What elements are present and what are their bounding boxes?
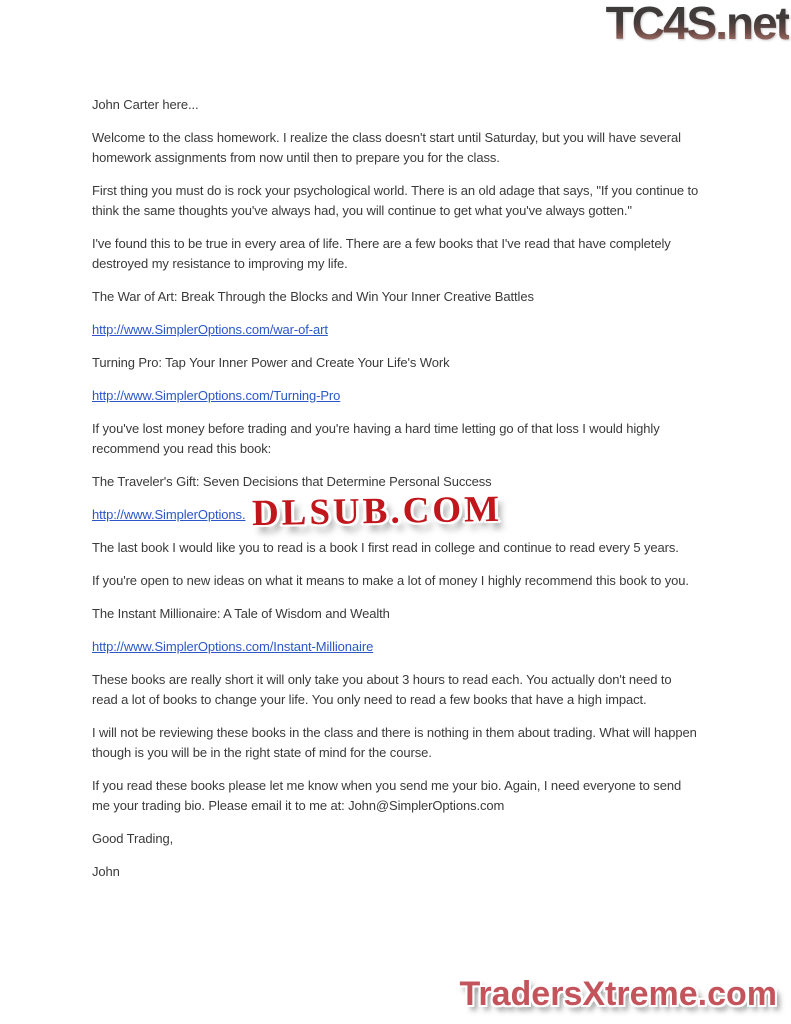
paragraph-open-to-ideas: If you're open to new ideas on what it means to make a lot of money I highly recommend this book to you. xyxy=(92,573,689,588)
book-link-turning-pro[interactable]: http://www.SimplerOptions.com/Turning-Pro xyxy=(92,388,341,403)
paragraph-lost-money: If you've lost money before trading and you're having a hard time letting go of that loss I would highly recommend you read this book: xyxy=(92,421,660,456)
paragraph-books-short: These books are really short it will only take you about 3 hours to read each. You actually don't need to read a lot of books to change your life. You only need to read a few books that have a high impact. xyxy=(92,672,672,707)
book-title-war-of-art: The War of Art: Break Through the Blocks and Win Your Inner Creative Battles xyxy=(92,289,534,304)
link-paragraph xyxy=(92,320,700,340)
paragraph-send-bio: If you read these books please let me know when you send me your bio. Again, I need everyone to send me your trading bio. Please email it to me at: John@SimplerOptions.com xyxy=(92,778,682,813)
link-paragraph xyxy=(92,488,700,535)
closing: Good Trading, xyxy=(92,831,174,846)
paragraph-welcome: Welcome to the class homework. I realize the class doesn't start until Saturday, but you will have several homework assignments from now until then to prepare you for the class. xyxy=(92,130,681,165)
letter-body xyxy=(92,95,700,895)
paragraph-last-book: The last book I would like you to read is a book I first read in college and continue to read every 5 years. xyxy=(92,540,679,555)
link-paragraph xyxy=(92,637,700,657)
tc4s-watermark-logo: TC4S.net xyxy=(605,0,789,49)
dlsub-watermark-logo: DLSUB.COM xyxy=(251,488,503,535)
greeting: John Carter here... xyxy=(92,97,199,112)
paragraph-found-true: I've found this to be true in every area of life. There are a few books that I've read that have completely destroyed my resistance to improving my life. xyxy=(92,236,671,271)
link-paragraph xyxy=(92,386,700,406)
book-title-turning-pro: Turning Pro: Tap Your Inner Power and Create Your Life's Work xyxy=(92,355,450,370)
paragraph-not-reviewing: I will not be reviewing these books in the class and there is nothing in them about trading. What will happen though is you will be in the right state of mind for the course. xyxy=(92,725,697,760)
book-title-instant-millionaire: The Instant Millionaire: A Tale of Wisdom and Wealth xyxy=(92,606,390,621)
signature: John xyxy=(92,864,120,879)
book-link-travelers-gift-partial[interactable]: http://www.SimplerOptions. xyxy=(92,507,246,522)
tradersxtreme-watermark-logo: TradersXtreme.com xyxy=(459,975,777,1013)
book-link-instant-millionaire[interactable]: http://www.SimplerOptions.com/Instant-Millionaire xyxy=(92,639,374,654)
book-title-travelers-gift: The Traveler's Gift: Seven Decisions that Determine Personal Success xyxy=(92,474,492,489)
book-link-war-of-art[interactable]: http://www.SimplerOptions.com/war-of-art xyxy=(92,322,328,337)
paragraph-first-thing: First thing you must do is rock your psychological world. There is an old adage that says, "If you continue to think the same thoughts you've always had, you will continue to get what you've always gotten." xyxy=(92,183,699,218)
